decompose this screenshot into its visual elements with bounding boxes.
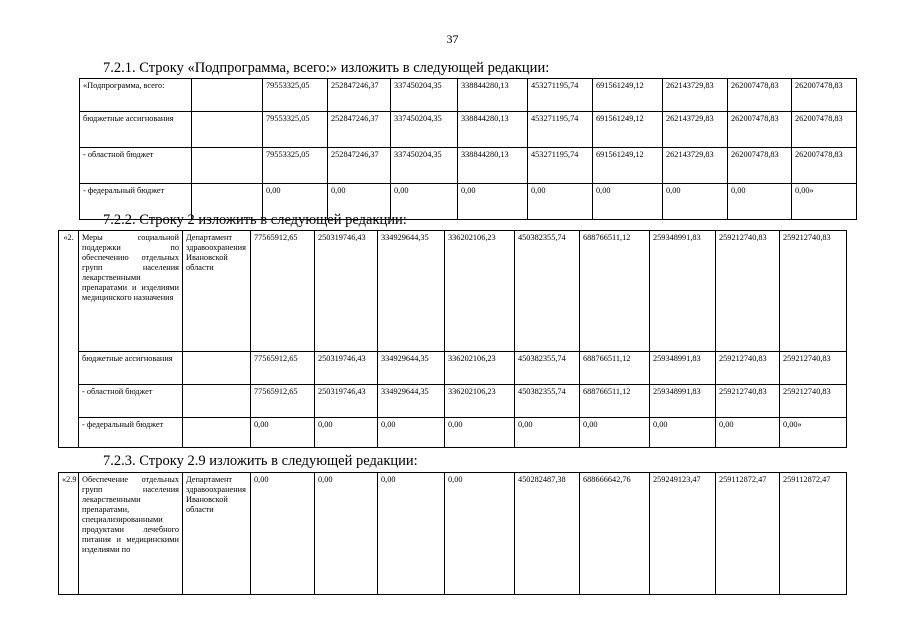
executor-cell: Департамент здравоохранения Ивановской области [183,231,251,352]
value-cell: 259212740,83 [716,385,780,418]
value-cell: 450282487,38 [515,473,580,595]
value-cell: 250319746,43 [315,352,378,385]
row-2-table [58,230,847,448]
empty-cell [192,79,263,112]
section-heading-7-2-1: 7.2.1. Строку «Подпрограмма, всего:» изложить в следующей редакции: [103,60,550,76]
value-cell: 450382355,74 [515,231,580,352]
value-cell: 453271195,74 [528,79,593,112]
value-cell: 259112872,47 [716,473,780,595]
row-2-9-table [58,472,847,595]
value-cell: 0,00 [458,184,528,220]
value-cell: 259212740,83 [780,231,847,352]
value-cell: 0,00 [251,473,315,595]
value-cell: 688666642,76 [580,473,650,595]
value-cell: 262007478,83 [728,79,792,112]
value-cell: 334929644,35 [378,231,445,352]
value-cell: 337450204,35 [391,112,458,148]
value-cell: 79553325,05 [263,79,328,112]
value-cell: 0,00 [650,418,716,448]
section-heading-7-2-3: 7.2.3. Строку 2.9 изложить в следующей редакции: [103,453,418,469]
row-label: - областной бюджет [79,385,183,418]
value-cell: 336202106,23 [445,352,515,385]
value-cell: 453271195,74 [528,112,593,148]
value-cell: 0,00» [780,418,847,448]
row-label: Меры социальной поддержки по обеспечению отдельных групп населения лекарственными препаратами и изделиями медицинского назначения [79,231,183,352]
value-cell: 259212740,83 [780,352,847,385]
value-cell: 0,00 [378,473,445,595]
value-cell: 0,00» [792,184,857,220]
value-cell: 262007478,83 [792,148,857,184]
value-cell: 337450204,35 [391,148,458,184]
value-cell: 336202106,23 [445,231,515,352]
table-row [80,112,857,148]
empty-cell [183,418,251,448]
empty-cell [192,148,263,184]
value-cell: 0,00 [445,418,515,448]
value-cell: 0,00 [251,418,315,448]
value-cell: 259212740,83 [780,385,847,418]
value-cell: 262143729,83 [663,79,728,112]
table-row [59,473,847,595]
value-cell: 0,00 [528,184,593,220]
value-cell: 259348991,83 [650,231,716,352]
row-number: «2. [59,231,79,448]
value-cell: 252847246,37 [328,148,391,184]
value-cell: 259249123,47 [650,473,716,595]
table-row [59,385,847,418]
value-cell: 334929644,35 [378,385,445,418]
value-cell: 691561249,12 [593,148,663,184]
value-cell: 450382355,74 [515,385,580,418]
value-cell: 0,00 [378,418,445,448]
value-cell: 259348991,83 [650,385,716,418]
value-cell: 252847246,37 [328,79,391,112]
row-label: бюджетные ассигнования [79,352,183,385]
value-cell: 450382355,74 [515,352,580,385]
value-cell: 338844280,13 [458,148,528,184]
value-cell: 0,00 [663,184,728,220]
value-cell: 259348991,83 [650,352,716,385]
empty-cell [183,385,251,418]
row-label: - областной бюджет [80,148,192,184]
value-cell: 691561249,12 [593,79,663,112]
value-cell: 688766511,12 [580,385,650,418]
value-cell: 262007478,83 [728,148,792,184]
value-cell: 77565912,65 [251,385,315,418]
value-cell: 0,00 [315,418,378,448]
table-row [59,231,847,352]
value-cell: 250319746,43 [315,231,378,352]
value-cell: 0,00 [445,473,515,595]
section-heading-7-2-2: 7.2.2. Строку 2 изложить в следующей редакции: [103,212,407,228]
row-label: - федеральный бюджет [80,184,192,220]
row-label: Обеспечение отдельных групп населения лекарственными препаратами, специализированными продуктами лечебного питания и медицинскими изделиями по [79,473,183,595]
executor-cell: Департамент здравоохранения Ивановской области [183,473,251,595]
row-label: «Подпрограмма, всего: [80,79,192,112]
value-cell: 688766511,12 [580,352,650,385]
empty-cell [192,112,263,148]
row-label: бюджетные ассигнования [80,112,192,148]
empty-cell [183,352,251,385]
value-cell: 0,00 [728,184,792,220]
value-cell: 262143729,83 [663,112,728,148]
table-row [80,148,857,184]
table-row [80,79,857,112]
value-cell: 0,00 [328,184,391,220]
value-cell: 262143729,83 [663,148,728,184]
value-cell: 0,00 [315,473,378,595]
value-cell: 0,00 [593,184,663,220]
subprogram-total-table [79,78,857,220]
value-cell: 337450204,35 [391,79,458,112]
value-cell: 336202106,23 [445,385,515,418]
value-cell: 0,00 [391,184,458,220]
row-label: - федеральный бюджет [79,418,183,448]
value-cell: 77565912,65 [251,352,315,385]
value-cell: 259212740,83 [716,352,780,385]
value-cell: 0,00 [515,418,580,448]
table-row [59,352,847,385]
page-number: 37 [446,32,459,46]
value-cell: 453271195,74 [528,148,593,184]
value-cell: 262007478,83 [728,112,792,148]
value-cell: 262007478,83 [792,79,857,112]
row-number: «2.9 [59,473,79,595]
value-cell: 252847246,37 [328,112,391,148]
table-row [59,418,847,448]
value-cell: 259112872,47 [780,473,847,595]
value-cell: 0,00 [716,418,780,448]
value-cell: 688766511,12 [580,231,650,352]
value-cell: 79553325,05 [263,148,328,184]
value-cell: 334929644,35 [378,352,445,385]
value-cell: 77565912,65 [251,231,315,352]
value-cell: 338844280,13 [458,79,528,112]
value-cell: 0,00 [580,418,650,448]
value-cell: 79553325,05 [263,112,328,148]
value-cell: 691561249,12 [593,112,663,148]
value-cell: 0,00 [263,184,328,220]
value-cell: 259212740,83 [716,231,780,352]
value-cell: 250319746,43 [315,385,378,418]
value-cell: 262007478,83 [792,112,857,148]
value-cell: 338844280,13 [458,112,528,148]
